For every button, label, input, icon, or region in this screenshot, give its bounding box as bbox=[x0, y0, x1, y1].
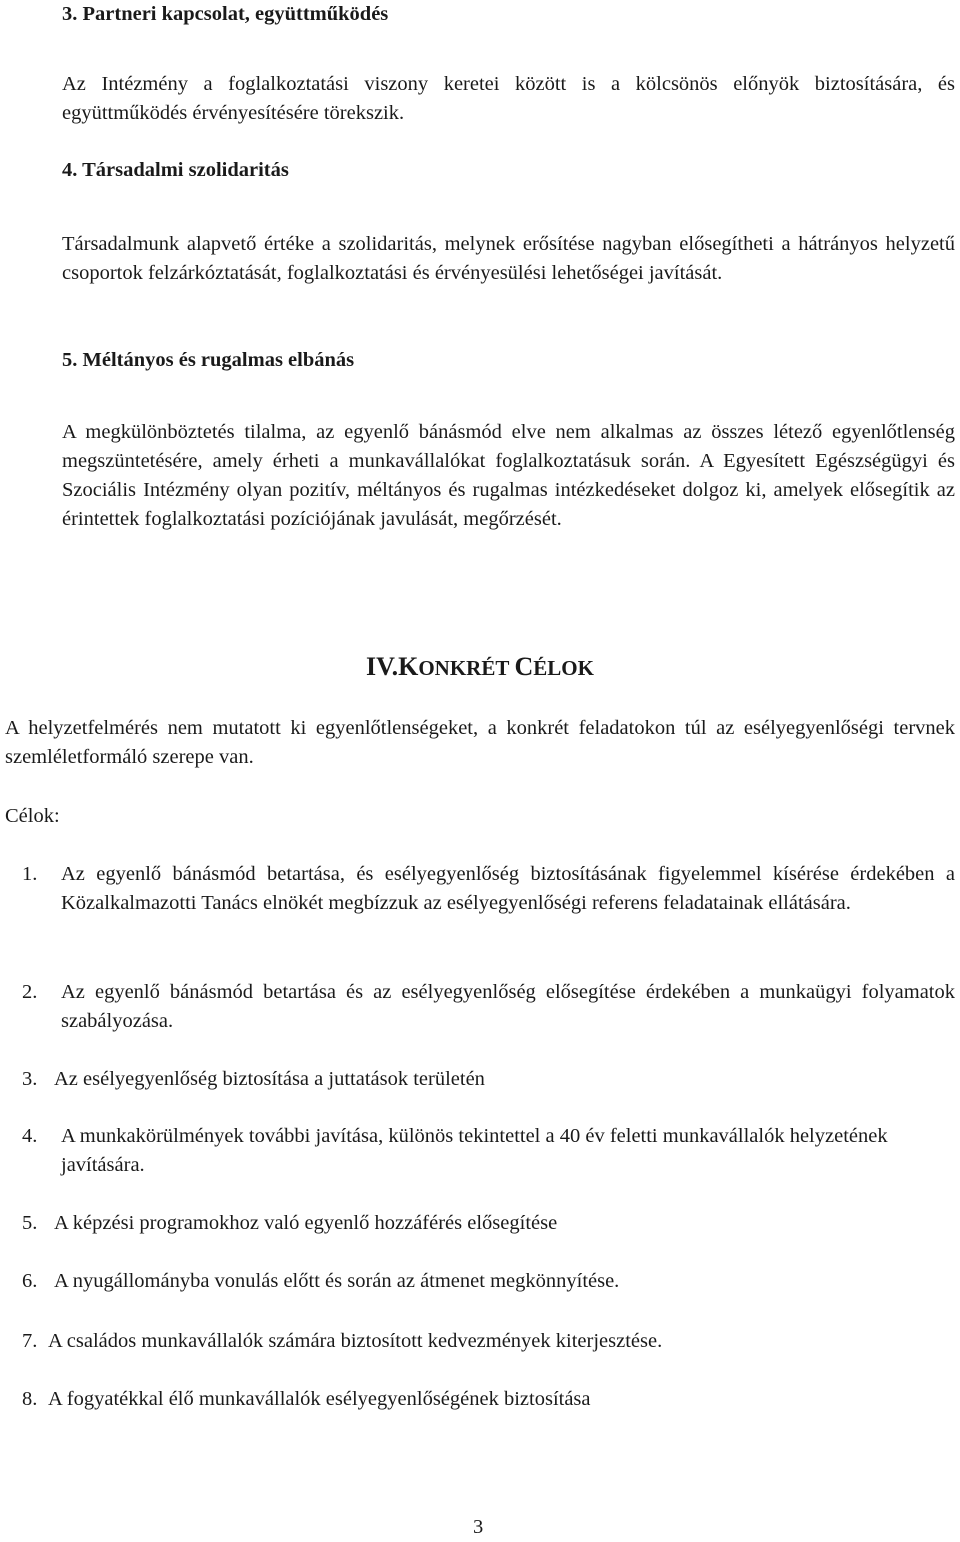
section-5-text: A megkülönböztetés tilalma, az egyenlő bánásmód elve nem alkalmas az összes létező egyenlőtlenség megszüntetésére, amely érheti a munkavállalókat foglalkoztatásuk során. A Egyesített Egészségügyi és Szociális Intézmény olyan pozitív, méltányos és rugalmas intézkedéseket dolgoz ki, amelyek elősegítik az érintettek foglalkoztatási pozíciójának javulását, megőrzését. bbox=[62, 421, 955, 530]
goal-item-3 bbox=[22, 1065, 955, 1094]
goal-item-5 bbox=[22, 1209, 955, 1238]
page-number: 3 bbox=[473, 1516, 484, 1538]
chapter-title bbox=[0, 652, 960, 684]
goal-item-7 bbox=[22, 1327, 955, 1356]
goal-item-1 bbox=[22, 860, 955, 918]
goal-number: 2. bbox=[22, 981, 38, 1003]
goal-item-8 bbox=[22, 1385, 955, 1414]
goal-number: 3. bbox=[22, 1068, 38, 1090]
goal-number: 1. bbox=[22, 863, 38, 885]
section-4-text: Társadalmunk alapvető értéke a szolidaritás, melynek erősítése nagyban elősegítheti a hátrányos helyzetű csoportok felzárkóztatását, foglalkoztatási és érvényesülési lehetőségei javítását. bbox=[62, 233, 955, 284]
chapter-title-rest-2: ÉLOK bbox=[533, 656, 594, 680]
goal-text: Az egyenlő bánásmód betartása és az esélyegyenlőség elősegítése érdekében a munkaügyi folyamatok szabályozása. bbox=[61, 981, 955, 1032]
chapter-title-initial-1: K bbox=[398, 652, 419, 681]
section-3-heading: 3. Partneri kapcsolat, együttműködés bbox=[62, 3, 389, 25]
chapter-title-rest-1: ONKRÉT bbox=[418, 656, 510, 680]
goal-text: A munkakörülmények további javítása, különös tekintettel a 40 év feletti munkavállalók helyzetének javítására. bbox=[61, 1125, 888, 1176]
goal-item-2 bbox=[22, 978, 955, 1036]
goal-text: A nyugállományba vonulás előtt és során az átmenet megkönnyítése. bbox=[54, 1270, 620, 1292]
section-4-heading: 4. Társadalmi szolidaritás bbox=[62, 159, 289, 181]
goal-item-6 bbox=[22, 1267, 955, 1296]
goal-number: 4. bbox=[22, 1125, 38, 1147]
section-3-text: Az Intézmény a foglalkoztatási viszony keretei között is a kölcsönös előnyök biztosítására, és együttműködés érvényesítésére törekszik. bbox=[62, 73, 955, 124]
goal-text: A fogyatékkal élő munkavállalók esélyegyenlőségének biztosítása bbox=[48, 1388, 591, 1410]
goal-item-4 bbox=[22, 1122, 955, 1180]
goal-text: Az esélyegyenlőség biztosítása a juttatások területén bbox=[54, 1068, 485, 1090]
goal-number: 6. bbox=[22, 1270, 38, 1292]
goal-number: 7. bbox=[22, 1330, 38, 1352]
goal-number: 8. bbox=[22, 1388, 38, 1410]
chapter-roman: IV. bbox=[366, 652, 399, 681]
goal-text: A képzési programokhoz való egyenlő hozzáférés elősegítése bbox=[54, 1212, 558, 1234]
intro-paragraph: A helyzetfelmérés nem mutatott ki egyenlőtlenségeket, a konkrét feladatokon túl az esélyegyenlőségi tervnek szemléletformáló szerepe van. bbox=[5, 717, 955, 768]
goal-text: A családos munkavállalók számára biztosított kedvezmények kiterjesztése. bbox=[48, 1330, 663, 1352]
goal-number: 5. bbox=[22, 1212, 38, 1234]
goal-text: Az egyenlő bánásmód betartása, és esélyegyenlőség biztosításának figyelemmel kísérése érdekében a Közalkalmazotti Tanács elnökét megbízzuk az esélyegyenlőségi referens feladatainak ellátására. bbox=[61, 863, 955, 914]
goals-label: Célok: bbox=[5, 805, 60, 827]
section-5-heading: 5. Méltányos és rugalmas elbánás bbox=[62, 349, 355, 371]
chapter-title-initial-2: C bbox=[514, 652, 534, 681]
